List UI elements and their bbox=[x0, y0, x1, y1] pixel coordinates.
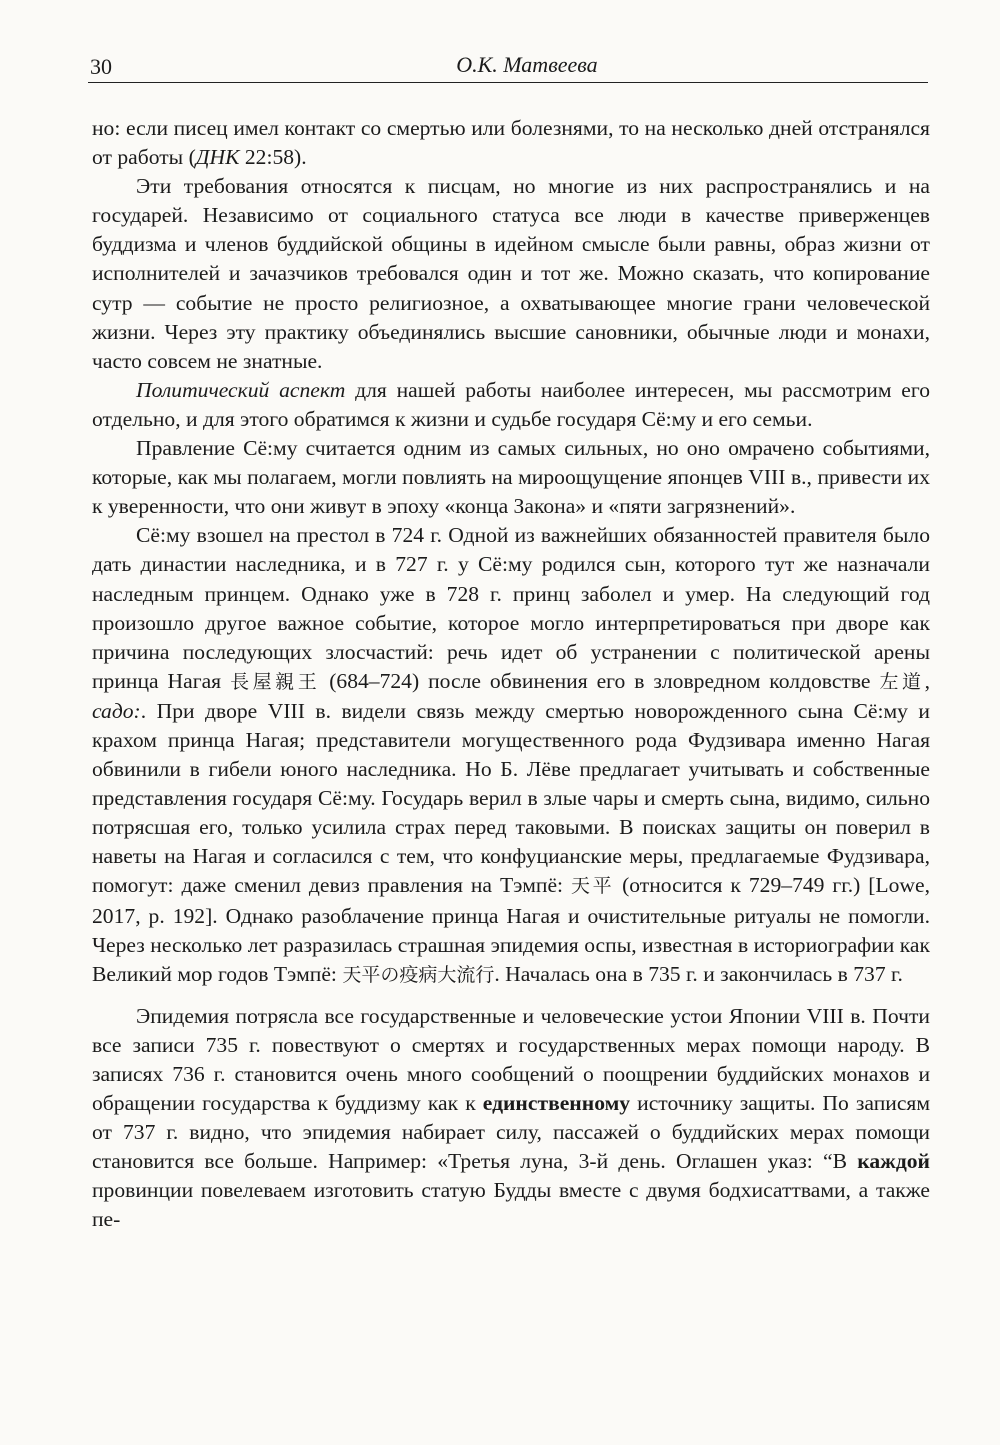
p5-romaji-sado: садо: bbox=[92, 698, 141, 723]
p5-kanji-sado: 左道 bbox=[879, 670, 925, 693]
page-number: 30 bbox=[90, 54, 112, 79]
p5-text-4: . При дворе VIII в. видели связь между смертью новорожденного сына Сё:му и крахом принца Нагая; представители могущественного рода Фудзивара именно Нагая обвинили в гибели юного наследника. Но Б. Лёве предлагает учитывать и собственные представления государя Сё:му. Государь верил в злые чары и смерть сына, видимо, сильно потрясшая его, только усилила страх перед таковыми. В поисках защиты он поверил в наветы на Нагая и согласился с тем, что конфуцианские меры, предлагаемые Фудзивара, помогут: даже сменил девиз правления на Тэмпё: bbox=[92, 698, 930, 898]
paragraph-4: Правление Сё:му считается одним из самых сильных, но оно омрачено событиями, которые, как мы полагаем, могли повлиять на мироощущение японцев VIII в., привести их к уверенности, что они живут в эпоху «конца Закона» и «пяти загрязнений». bbox=[92, 436, 930, 519]
p6-text-1: Эпидемия потрясла все государственные и человеческие устои Японии VIII в. Почти все записи 735 г. повествуют о смертях и государственных мерах помощи народу. В записях 736 г. становится очень много сообщений о поощрении буддийских монахов и обращении государства к буддизму как к bbox=[92, 1003, 930, 1116]
p5-kanji-epidemic: 天平の疫病大流行 bbox=[342, 963, 495, 986]
p5-text-1: Сё:му взошел на престол в 724 г. Одной из важнейших обязанностей правителя было дать династии наследника, и в 727 г. у Сё:му родился сын, которого тут же назначали наследным принцем. Однако уже в 728 г. принц заболел и умер. На следующий год произошло другое важное событие, которое могло интерпретироваться при дворе как причина последующих злосчастий: речь идет об устранении с политической арены принца Нагая bbox=[92, 523, 930, 693]
p5-text-6: . Началась она в 735 г. и закончилась в 737 г. bbox=[494, 961, 903, 986]
p5-kanji-tempyo: 天平 bbox=[571, 875, 615, 898]
page-header bbox=[88, 48, 926, 80]
p3-text: для нашей работы наиболее интересен, мы рассмотрим его отдельно, и для этого обратимся к жизни и судьбе государя Сё:му и его семьи. bbox=[92, 377, 930, 431]
p6-text-2: источнику защиты. По записям от 737 г. видно, что эпидемия набирает силу, пассажей о буддийских мерах помощи становится все больше. Например: «Третья луна, 3-й день. Оглашен указ: “В bbox=[92, 1091, 931, 1174]
paragraph-2: Эти требования относятся к писцам, но многие из них распространялись и на государей. Независимо от социального статуса все люди в качестве приверженцев буддизма и членов буддийской общины в идейном смысле были равны, образ жизни от исполнителей и зачазчиков требовался один и тот же. Можно сказать, что копирование сутр — событие не просто религиозное, а охватывающее многие грани человеческой жизни. Через эту практику объединялись высшие сановники, обычные люди и монахи, часто совсем не знатные. bbox=[92, 174, 930, 373]
p1-reference: ДНК bbox=[195, 145, 240, 170]
p5-kanji-nagaya: 長屋親王 bbox=[230, 670, 321, 693]
paragraph-6 bbox=[92, 1002, 930, 1235]
p5-text-2: (684–724) после обвинения его в зловредном колдовстве bbox=[320, 668, 880, 693]
header-rule bbox=[88, 82, 928, 83]
p6-text-3: провинции повелеваем изготовить статую Будды вместе с двумя бодхисаттвами, а также пе- bbox=[92, 1178, 930, 1232]
p3-lead-italic: Политический аспект bbox=[136, 377, 346, 402]
paragraph-3 bbox=[92, 376, 930, 434]
paragraph-gap bbox=[92, 990, 930, 1002]
running-title: О.К. Матвеева bbox=[456, 52, 598, 77]
p5-text-5: (относится к 729–749 гг.) [Lowe, 2017, p. 192]. Однако разоблачение принца Нагая и очистительные ритуалы не помогли. Через несколько лет разразилась страшная эпидемия оспы, известная в историографии как Великий мор годов Тэмпё: bbox=[92, 873, 930, 986]
paragraph-5 bbox=[92, 521, 930, 990]
p1-text-1: но: если писец имел контакт со смертью или болезнями, то на несколько дней отстранялся от работы ( bbox=[92, 116, 930, 170]
p6-bold-2: каждой bbox=[857, 1149, 930, 1174]
paragraph-1 bbox=[92, 114, 930, 172]
body-text bbox=[92, 114, 930, 1235]
p5-text-3: , bbox=[924, 668, 930, 693]
p6-bold-1: единственному bbox=[482, 1091, 631, 1116]
p1-text-2: 22:58). bbox=[239, 145, 307, 170]
